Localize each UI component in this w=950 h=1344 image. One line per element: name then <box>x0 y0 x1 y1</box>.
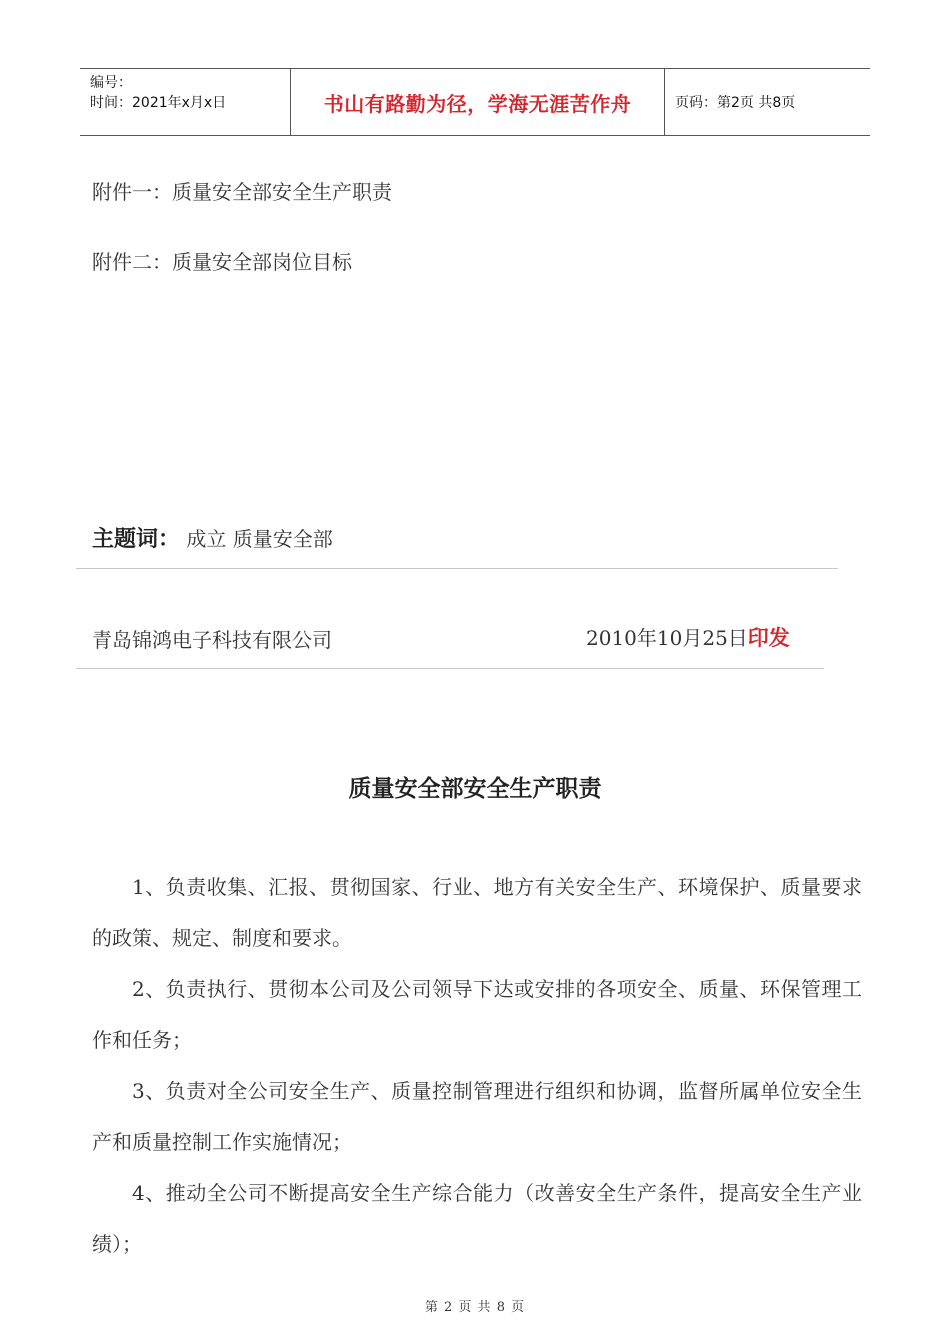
keywords-value: 成立 质量安全部 <box>186 527 333 551</box>
attachment-two: 附件二：质量安全部岗位目标 <box>92 250 352 274</box>
issuing-company: 青岛锦鸿电子科技有限公司 <box>92 628 332 652</box>
divider-bottom <box>76 668 824 669</box>
responsibilities-body <box>92 862 862 1270</box>
number-label: 编号： <box>90 75 132 91</box>
keywords-label: 主题词： <box>92 527 181 552</box>
header-meta <box>80 69 290 135</box>
attachment-one: 附件一：质量安全部安全生产职责 <box>92 180 392 204</box>
time-label: 时间：2021年x月x日 <box>90 95 227 111</box>
header-page-info: 页码：第2页 共8页 <box>675 95 796 111</box>
responsibility-paragraph: 2、负责执行、贯彻本公司及公司领导下达或安排的各项安全、质量、环保管理工作和任务； <box>92 977 862 1052</box>
header-motto: 书山有路勤为径，学海无涯苦作舟 <box>290 69 665 135</box>
issue-date: 2010年10月25日 <box>586 626 748 650</box>
page-footer: 第 2 页 共 8 页 <box>424 1300 526 1315</box>
responsibility-paragraph: 4、推动全公司不断提高安全生产综合能力（改善安全生产条件，提高安全生产业绩）； <box>92 1181 862 1256</box>
issue-date-line <box>586 622 790 652</box>
issued-label: 印发 <box>747 626 790 650</box>
document-header <box>80 68 870 136</box>
subject-keywords <box>92 522 333 553</box>
responsibility-paragraph: 3、负责对全公司安全生产、质量控制管理进行组织和协调，监督所属单位安全生产和质量控制工作实施情况； <box>92 1079 862 1154</box>
responsibility-paragraph: 1、负责收集、汇报、贯彻国家、行业、地方有关安全生产、环境保护、质量要求的政策、规定、制度和要求。 <box>92 875 862 950</box>
section-title: 质量安全部安全生产职责 <box>348 776 602 802</box>
divider-top <box>76 568 838 569</box>
